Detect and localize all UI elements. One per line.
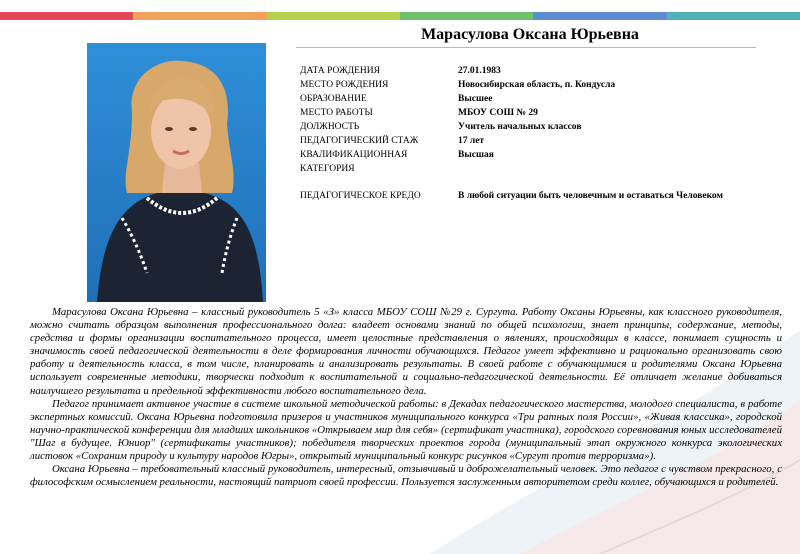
spacer (300, 176, 770, 189)
title-underline (296, 47, 756, 48)
info-row-credo (300, 189, 770, 203)
label-workplace: МЕСТО РАБОТЫ (300, 108, 373, 118)
info-row-experience (300, 134, 770, 148)
label-experience: ПЕДАГОГИЧЕСКИЙ СТАЖ (300, 136, 419, 146)
value-birth-date: 27.01.1983 (458, 66, 501, 76)
label-credo: ПЕДАГОГИЧЕСКОЕ КРЕДО (300, 191, 421, 201)
info-row-workplace (300, 106, 770, 120)
value-credo: В любой ситуации быть человечным и оставаться Человеком (458, 191, 723, 201)
stripe-orange (133, 12, 266, 20)
color-stripe-bar (0, 12, 800, 20)
label-birth-date: ДАТА РОЖДЕНИЯ (300, 66, 380, 76)
value-education: Высшее (458, 94, 493, 104)
value-experience: 17 лет (458, 136, 485, 146)
info-row-category (300, 148, 770, 162)
page-title: Марасулова Оксана Юрьевна (421, 26, 639, 43)
stripe-red (0, 12, 133, 20)
label-birth-place: МЕСТО РОЖДЕНИЯ (300, 80, 389, 90)
info-row-birth-date (300, 64, 770, 78)
value-workplace: МБОУ СОШ № 29 (458, 108, 538, 118)
info-row-category-cont (300, 162, 770, 176)
bio-paragraph-1: Марасулова Оксана Юрьевна – классный руководитель 5 «З» класса МБОУ СОШ №29 г. Сургута. Работу Оксаны Юрьевны, как классного руководителя, можно считать образцом выполнения профессионального долга: владеет основами знаний по общей психологии, знает принципы, содержание, методы, средства и формы организации воспитательного процесса, имеет целостные представления о явлениях, происходящих в классе, понимает сущность и значимость своей педагогической деятельности в деле формирования личности обучающихся. Педагог умеет эффективно и рационально организовать свою работу и деятельность класса, в том числе, планировать и анализировать результаты. В своей работе с обучающимися и родителями Оксана Юрьевна использует современные методики, творчески подходит к воспитательной и социально-педагогической деятельности. Её отличает желание добиваться наилучшего результата и предельной эффективности любого воспитательного дела. (30, 306, 782, 397)
info-row-education (300, 92, 770, 106)
stripe-lime (267, 12, 400, 20)
stripe-green (400, 12, 533, 20)
label-education: ОБРАЗОВАНИЕ (300, 94, 367, 104)
stripe-blue (533, 12, 666, 20)
bio-paragraph-3: Оксана Юрьевна – требовательный классный руководитель, интересный, отзывчивый и доброжелательный человек. Это педагог с чувством прекрасного, с философским осмыслением реальности, настоящий патриот своей профессии. Пользуется заслуженным авторитетом среди коллег, обучающихся и родителей. (30, 463, 782, 489)
personal-info-table (300, 64, 770, 203)
info-row-birth-place (300, 78, 770, 92)
info-row-position (300, 120, 770, 134)
portrait-photo (87, 43, 266, 302)
value-birth-place: Новосибирская область, п. Кондусла (458, 80, 616, 90)
value-position: Учитель начальных классов (458, 122, 582, 132)
label-category-line2: КАТЕГОРИЯ (300, 164, 355, 174)
label-position: ДОЛЖНОСТЬ (300, 122, 360, 132)
stripe-teal (667, 12, 800, 20)
biography-text (30, 306, 782, 489)
bio-paragraph-2: Педагог принимает активное участие в системе школьной методической работы: в Декадах педагогического мастерства, молодого специалиста, в работе экспертных комиссий. Оксана Юрьевна подготовила призеров и участников муниципального конкурса «Три ратных поля России», «Живая классика», городской научно-практической конференции для младших школьников «Открываем мир для себя» (сертификат участника), городского соревнования юных исследователей "Шаг в будущее. Юниор" (сертификаты участников); победителя творческих проектов города (муниципальный этап окружного конкурса экологических листовок «Сохраним природу и культуру народов Югры», открытый муниципальный конкурс рисунков «Сургут против терроризма»). (30, 397, 782, 463)
label-category: КВАЛИФИКАЦИОННАЯ (300, 150, 408, 160)
value-category: Высшая (458, 150, 494, 160)
